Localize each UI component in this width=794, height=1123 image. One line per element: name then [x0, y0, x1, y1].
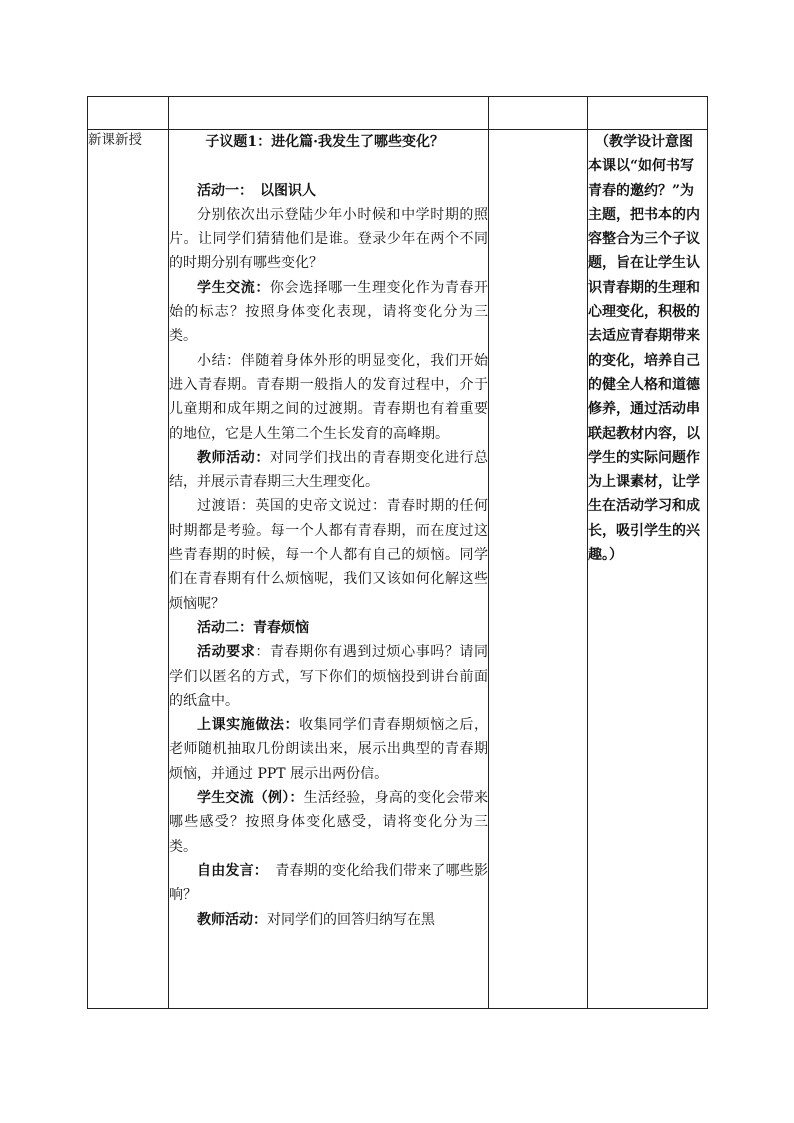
paragraph-4-label: 教师活动： [197, 449, 270, 466]
paragraph-9-label: 自由发言： [197, 862, 261, 879]
design-note-cell [588, 130, 708, 1009]
paragraph-7-text: 收集同学们青春期烦恼之后，老师随机抽取几份朗读出来，展示出典型的青春期烦恼，并通过 PPT 展示出两份信。 [169, 717, 489, 782]
paragraph-6-text: ：青春期你有遇到过烦心事吗？请同学们以匿名的方式，写下你们的烦恼投到讲台前面的纸盒中。 [169, 644, 489, 709]
empty-cell [489, 130, 588, 1009]
paragraph-10 [169, 908, 488, 932]
paragraph-3-text: 伴随着身体外形的明显变化，我们开始进入青春期。青春期一般指人的发育过程中，介于儿童期和成年期之间的过渡期。青春期也有着重要的地位，它是人生第二个生长发育的高峰期。 [169, 352, 489, 442]
subtopic-title: 子议题1：进化篇·我发生了哪些变化？ [205, 134, 445, 150]
paragraph-8-text: 生活经验，身高的变化会带来哪些感受？按照身体变化感受，请将变化分为三类。 [169, 790, 489, 855]
paragraph-1: 分别依次出示登陆少年小时候和中学时期的照片。让同学们猜猜他们是谁。登录少年在两个不同的时期分别有哪些变化？ [169, 206, 488, 272]
header-cell-1 [88, 97, 169, 130]
activity1-heading-text: 活动一： 以图识人 [197, 182, 316, 199]
activity2-heading [169, 616, 488, 640]
activity1-heading [169, 179, 488, 203]
paragraph-5: 过渡语：英国的史帝文说过：青春时期的任何时期都是考验。每一个人都有青春期，而在度过这些青春期的时候，每一个人都有自己的烦恼。同学们在青春期有什么烦恼呢，我们又该如何化解这些烦恼呢？ [169, 498, 488, 612]
paragraph-9 [169, 859, 488, 908]
stage-label: 新课新授 [88, 132, 142, 148]
header-cell-3 [489, 97, 588, 130]
paragraph-6 [169, 640, 488, 713]
lesson-plan-table [87, 96, 708, 1009]
stage-label-cell [88, 130, 169, 1009]
paragraph-7 [169, 713, 488, 786]
paragraph-4-text: 对同学们找出的青春期变化进行总结，并展示青春期三大生理变化。 [169, 449, 489, 491]
header-cell-4 [588, 97, 708, 130]
paragraph-3-label: 小结： [197, 352, 241, 369]
paragraph-9-text: 青春期的变化给我们带来了哪些影响？ [169, 862, 488, 904]
paragraph-2-text: 你会选择哪一生理变化作为青春开始的标志？按照身体变化表现，请将变化分为三类。 [169, 279, 489, 345]
paragraph-4 [169, 446, 488, 495]
header-cell-2 [169, 97, 489, 130]
paragraph-2-label: 学生交流： [197, 279, 270, 296]
activity2-heading-text: 活动二：青春烦恼 [197, 619, 309, 636]
table-header-row [88, 97, 708, 130]
table-row-new-lesson [88, 130, 708, 1009]
paragraph-3 [169, 349, 488, 446]
design-note: （教学设计意图 本课以“如何书写青春的邀约？”为主题，把书本的内容整合为三个子议题，旨在让学生认识青春期的生理和心理变化，积极的去适应青春期带来的变化，培养自己的健全人格和道德修养，通过活动串联起教材内容，以学生的实际问题作为上课素材，让学生在活动学习和成长，吸引学生的兴趣。） [588, 134, 700, 564]
paragraph-10-text: 对同学们的回答归纳写在黑 [267, 911, 435, 928]
lesson-content-cell [169, 130, 489, 1009]
paragraph-2 [169, 276, 488, 349]
paragraph-8 [169, 786, 488, 859]
blank-line [169, 154, 488, 178]
paragraph-10-label: 教师活动： [197, 911, 267, 928]
paragraph-8-label: 学生交流（例）： [197, 790, 304, 807]
paragraph-7-label: 上课实施做法： [197, 717, 300, 734]
paragraph-6-label: 活动要求 [197, 644, 256, 661]
